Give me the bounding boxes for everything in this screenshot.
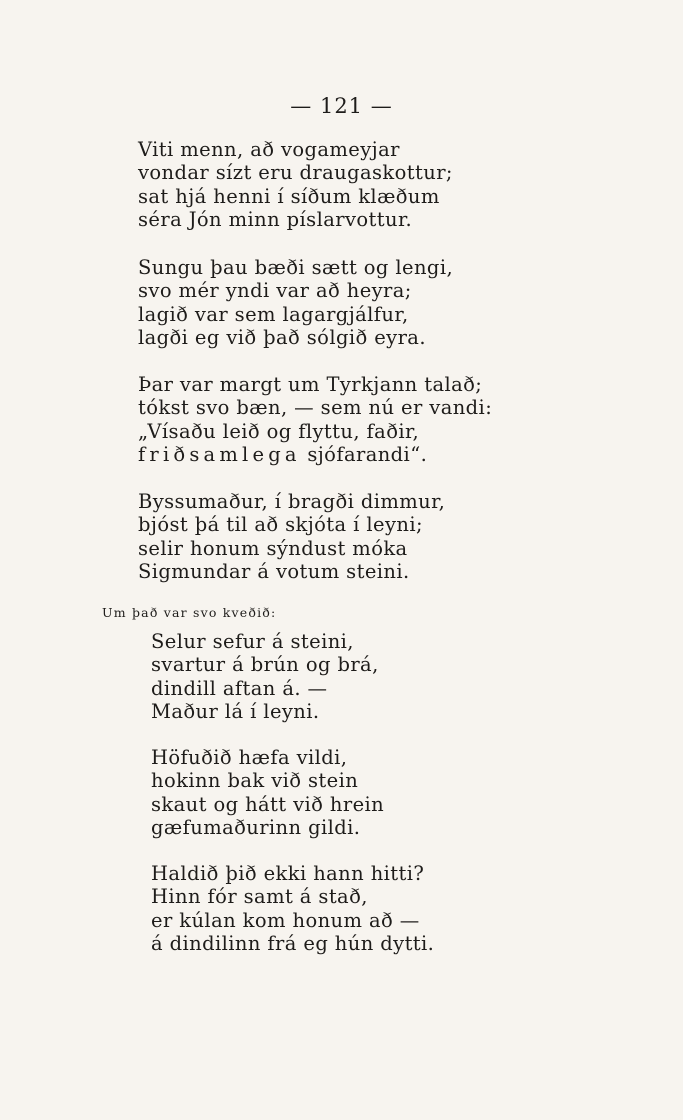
verse-line: séra Jón minn píslarvottur. bbox=[138, 208, 413, 232]
verse-line: Höfuðið hæfa vildi, bbox=[151, 746, 348, 769]
verse-line: Selur sefur á steini, bbox=[151, 630, 354, 653]
stanza-1 bbox=[138, 138, 453, 232]
stanza-2 bbox=[138, 256, 453, 350]
verse-line: hokinn bak við stein bbox=[151, 769, 359, 793]
song-stanza-2 bbox=[151, 746, 384, 840]
verse-line: lagði eg við það sólgið eyra. bbox=[138, 326, 426, 350]
verse-line: Sungu þau bæði sætt og lengi, bbox=[138, 256, 454, 279]
verse-line: Haldið þið ekki hann hitti? bbox=[151, 862, 425, 885]
verse-line: gæfumaðurinn gildi. bbox=[151, 816, 361, 840]
verse-line: á dindilinn frá eg hún dytti. bbox=[151, 932, 435, 956]
verse-line: sat hjá henni í síðum klæðum bbox=[138, 184, 440, 208]
verse-line: skaut og hátt við hrein bbox=[151, 792, 385, 816]
verse-line-rest: sjófarandi“. bbox=[300, 443, 428, 467]
spaced-word: friðsamlega bbox=[138, 443, 301, 467]
verse-line: Byssumaður, í bragði dimmur, bbox=[138, 490, 446, 513]
song-stanza-1 bbox=[151, 630, 379, 724]
verse-line: Sigmundar á votum steini. bbox=[138, 560, 410, 584]
verse-line: dindill aftan á. — bbox=[151, 676, 328, 700]
verse-line: vondar sízt eru draugaskottur; bbox=[138, 161, 453, 185]
stanza-4 bbox=[138, 490, 445, 584]
verse-line: Maður lá í leyni. bbox=[151, 700, 320, 724]
song-intro: Um það var svo kveðið: bbox=[102, 605, 277, 620]
verse-line bbox=[138, 443, 492, 466]
verse-line: Hinn fór samt á stað, bbox=[151, 885, 368, 909]
verse-line: er kúlan kom honum að — bbox=[151, 908, 420, 932]
verse-line: svartur á brún og brá, bbox=[151, 653, 379, 677]
verse-line: Viti menn, að vogameyjar bbox=[138, 138, 400, 161]
verse-line: bjóst þá til að skjóta í leyni; bbox=[138, 513, 423, 537]
verse-line: „Vísaðu leið og flyttu, faðir, bbox=[138, 419, 420, 443]
verse-line: tókst svo bæn, — sem nú er vandi: bbox=[138, 396, 493, 420]
verse-line: lagið var sem lagargjálfur, bbox=[138, 302, 409, 326]
verse-line: Þar var margt um Tyrkjann talað; bbox=[138, 373, 483, 396]
page-number: — 121 — bbox=[290, 94, 393, 118]
stanza-3 bbox=[138, 373, 492, 467]
song-stanza-3 bbox=[151, 862, 434, 956]
verse-line: svo mér yndi var að heyra; bbox=[138, 279, 412, 303]
verse-line: selir honum sýndust móka bbox=[138, 536, 408, 560]
